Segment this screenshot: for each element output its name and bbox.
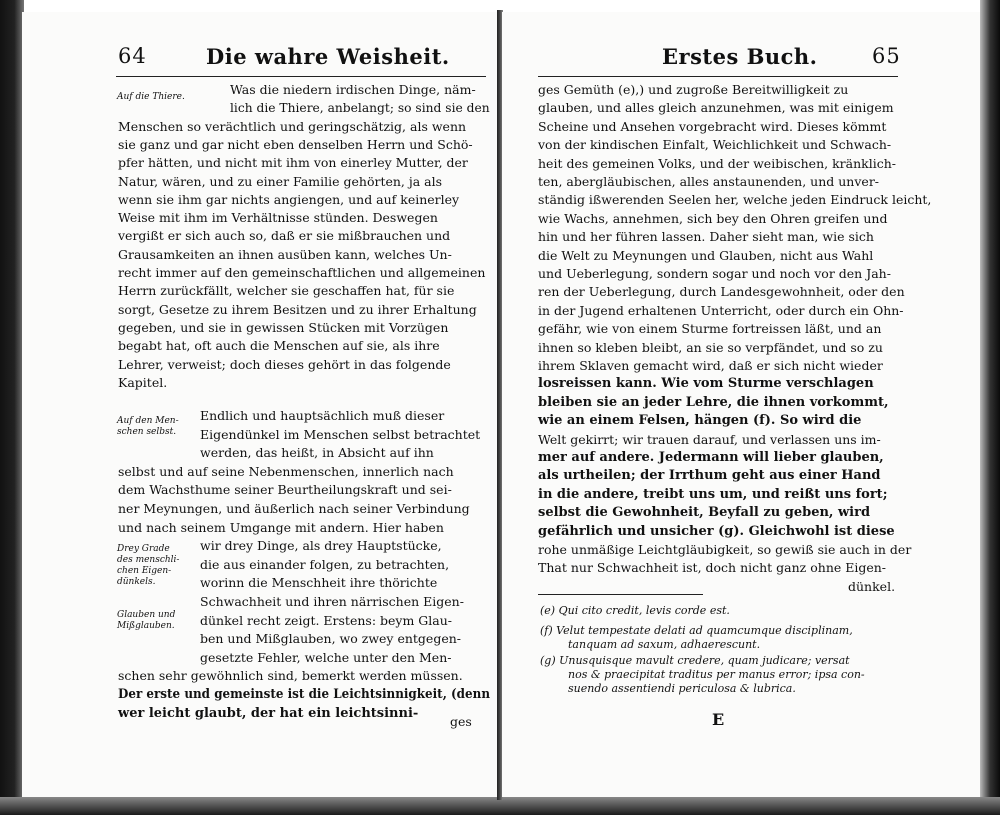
body-line: Lehrer, verweist; doch dieses gehört in das folgende (118, 356, 451, 372)
left-catchword: ges (450, 714, 472, 729)
right-book-edge (980, 0, 1000, 815)
footnote-line: nos & praecipitat traditus per manus error; ipsa con- (568, 668, 865, 681)
body-line: wer leicht glaubt, der hat ein leichtsinni- (118, 705, 419, 721)
body-line: Grausamkeiten an ihnen ausüben kann, welches Un- (118, 246, 452, 262)
body-line: heit des gemeinen Volks, und der weibischen, kränklich- (538, 155, 896, 171)
body-line: ihrem Sklaven gemacht wird, daß er sich nicht wieder (538, 358, 883, 373)
body-line: von der kindischen Einfalt, Weichlichkeit und Schwach- (538, 137, 892, 153)
body-line: ständig ißwerenden Seelen her, welche jeden Eindruck leicht, (538, 192, 932, 208)
body-line: Natur, wären, und zu einer Familie gehörten, ja als (118, 173, 443, 189)
body-line: als urtheilen; der Irrthum geht aus einer Hand (538, 468, 881, 484)
body-line: glauben, und alles gleich anzunehmen, was mit einigem (538, 100, 894, 116)
body-line: losreissen kann. Wie vom Sturme verschlagen (538, 376, 874, 392)
body-line: und Ueberlegung, sondern sogar und noch vor den Jah- (538, 266, 891, 281)
left-page-number: 64 (118, 44, 147, 68)
right-running-head: Erstes Buch. (662, 44, 818, 69)
body-line: Was die niedern irdischen Dinge, näm- (230, 82, 476, 97)
footnote-line: (f) Velut tempestate delati ad quamcumque disciplinam, (540, 624, 853, 637)
left-book-edge (0, 0, 24, 815)
left-head-rule (116, 76, 486, 77)
left-running-head: Die wahre Weisheit. (206, 44, 450, 69)
body-line: mer auf andere. Jedermann will lieber glauben, (538, 450, 884, 465)
body-line: wie Wachs, annehmen, sich bey den Ohren greifen und (538, 210, 888, 226)
body-line: sie ganz und gar nicht eben denselben Herrn und Schö- (118, 136, 473, 152)
body-line: gegeben, und sie in gewissen Stücken mit Vorzügen (118, 319, 449, 335)
body-line: sorgt, Gesetze zu ihrem Besitzen und zu ihrer Erhaltung (118, 301, 477, 317)
body-line: Menschen so verächtlich und geringschätzig, als wenn (118, 118, 467, 134)
body-line: Der erste und gemeinste ist die Leichtsinnigkeit, (denn (118, 687, 491, 702)
body-line: und nach seinem Umgange mit andern. Hier haben (118, 519, 444, 535)
body-line: Herrn zurückfällt, welcher sie geschaffen hat, für sie (118, 283, 455, 299)
body-line: That nur Schwachheit ist, doch nicht ganz ohne Eigen- (538, 560, 887, 576)
body-line: dem Wachsthume seiner Beurtheilungskraft und sei- (118, 482, 452, 498)
body-line: pfer hätten, und nicht mit ihm von einerley Mutter, der (118, 155, 468, 171)
margin-note-line: Drey Grade (117, 544, 170, 554)
body-line: gefährlich und unsicher (g). Gleichwohl ist diese (538, 523, 895, 539)
body-line: ner Meynungen, und äußerlich nach seiner Verbindung (118, 501, 470, 516)
body-line: hin und her führen lassen. Daher sieht man, wie sich (538, 229, 874, 245)
body-line: ges Gemüth (e),) und zugroße Bereitwilligkeit zu (538, 82, 849, 97)
body-line: Kapitel. (118, 374, 168, 390)
body-line: wie an einem Felsen, hängen (f). So wird die (538, 413, 862, 429)
footnote-line: suendo assentiendi periculosa & lubrica. (568, 682, 796, 695)
body-line: schen sehr gewöhnlich sind, bemerkt werden müssen. (118, 668, 463, 684)
margin-note-line: des menschli- (117, 555, 180, 565)
body-line: gesetzte Fehler, welche unter den Men- (200, 649, 452, 665)
body-line: Welt gekirrt; wir trauen darauf, und verlassen uns im- (538, 431, 881, 447)
body-line: dünkel recht zeigt. Erstens: beym Glau- (200, 612, 453, 628)
body-line: bleiben sie an jeder Lehre, die ihnen vorkommt, (538, 394, 889, 410)
body-line: die Welt zu Meynungen und Glauben, nicht aus Wahl (538, 247, 874, 263)
footnote-line: (e) Qui cito credit, levis corde est. (540, 604, 730, 617)
margin-note-line: schen selbst. (117, 427, 177, 437)
body-line: rohe unmäßige Leichtgläubigkeit, so gewiß sie auch in der (538, 542, 912, 557)
body-line: dünkel. (848, 578, 896, 594)
body-line: ihnen so kleben bleibt, an sie so verpfändet, und so zu (538, 339, 883, 355)
body-line: Schwachheit und ihren närrischen Eigen- (200, 594, 464, 609)
body-line: gefähr, wie von einem Sturme fortreissen läßt, und an (538, 321, 882, 337)
body-line: ben und Mißglauben, wo zwey entgegen- (200, 631, 462, 647)
body-line: Scheine und Ansehen vorgebracht wird. Dieses kömmt (538, 118, 887, 134)
body-line: selbst die Gewohnheit, Beyfall zu geben, wird (538, 505, 871, 521)
margin-note-line: dünkels. (117, 577, 156, 587)
margin-note-line: Mißglauben. (117, 621, 175, 631)
margin-note-line: chen Eigen- (117, 566, 172, 576)
body-line: Weise mit ihm im Verhältnisse stünden. Deswegen (118, 210, 438, 226)
body-line: Eigendünkel im Menschen selbst betrachtet (200, 426, 481, 442)
footnote-rule (538, 594, 703, 595)
right-page-number: 65 (872, 44, 901, 68)
body-line: wir drey Dinge, als drey Hauptstücke, (200, 538, 442, 554)
body-line: wenn sie ihm gar nichts angiengen, und auf keinerley (118, 191, 460, 207)
body-line: die aus einander folgen, zu betrachten, (200, 556, 450, 572)
right-head-rule (538, 76, 898, 77)
margin-note-line: Auf die Thiere. (117, 92, 185, 102)
body-line: lich die Thiere, anbelangt; so sind sie den (230, 100, 490, 116)
body-line: worinn die Menschheit ihre thörichte (200, 575, 438, 591)
margin-note-line: Glauben und (117, 610, 176, 620)
signature-mark: E (712, 710, 725, 729)
body-line: in der Jugend erhaltenen Unterricht, oder durch ein Ohn- (538, 302, 904, 318)
body-line: recht immer auf den gemeinschaftlichen und allgemeinen (118, 265, 486, 280)
body-line: Endlich und hauptsächlich muß dieser (200, 408, 445, 423)
body-line: vergißt er sich auch so, daß er sie mißbrauchen und (118, 228, 451, 244)
body-line: in die andere, treibt uns um, und reißt uns fort; (538, 486, 888, 502)
body-line: werden, das heißt, in Absicht auf ihn (200, 445, 434, 461)
body-line: ten, abergläubischen, alles anstaunenden, und unver- (538, 174, 880, 189)
footnote-line: tanquam ad saxum, adhaerescunt. (568, 638, 761, 651)
footnote-line: (g) Unusquisque mavult credere, quam judicare; versat (540, 654, 850, 667)
body-line: ren der Ueberlegung, durch Landesgewohnheit, oder den (538, 284, 905, 300)
body-line: selbst und auf seine Nebenmenschen, innerlich nach (118, 463, 454, 479)
body-line: begabt hat, oft auch die Menschen auf sie, als ihre (118, 338, 440, 354)
margin-note-line: Auf den Men- (117, 416, 179, 426)
